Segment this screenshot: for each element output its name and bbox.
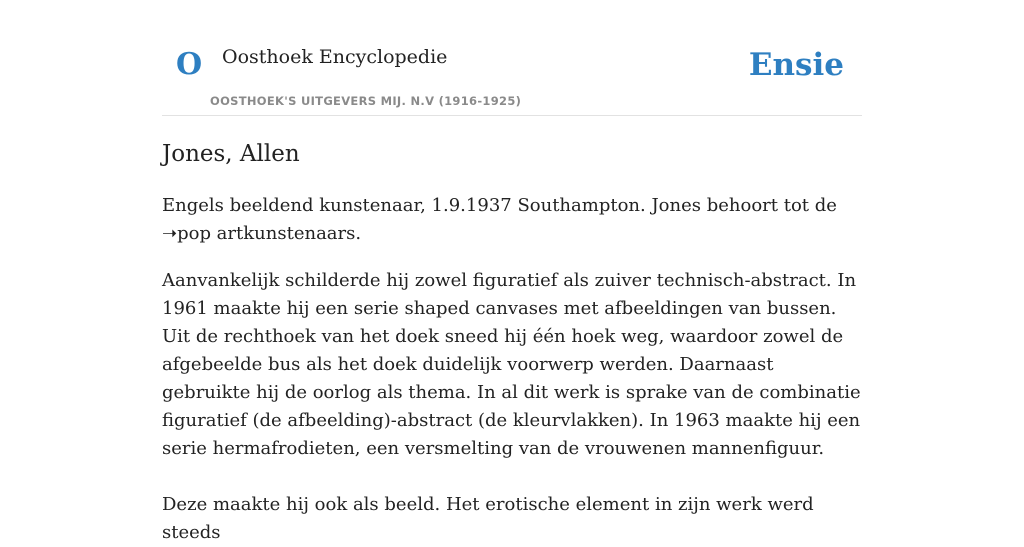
site-logo[interactable]: O [176, 47, 203, 82]
entry-paragraph-1 [162, 192, 862, 248]
brand-link[interactable]: Ensie [748, 47, 844, 83]
entry-title: Jones, Allen [162, 141, 300, 167]
publisher-label: OOSTHOEK'S UITGEVERS MIJ. N.V (1916-1925) [210, 94, 522, 108]
cross-reference-link[interactable]: ➝pop artkunstenaars [162, 222, 356, 244]
site-title[interactable]: Oosthoek Encyclopedie [222, 46, 448, 68]
page [162, 0, 862, 547]
entry-paragraph-2: Aanvankelijk schilderde hij zowel figuratief als zuiver technisch-abstract. In 1961 maakte hij een serie shaped canvases met afbeeldingen van bussen. Uit de rechthoek van het doek sneed hij één hoek weg, waardoor zowel de afgebeelde bus als het doek duidelijk voorwerp werden. Daarnaast gebruikte hij de oorlog als thema. In al dit werk is sprake van de combinatie figuratief (de afbeelding)-abstract (de kleurvlakken). In 1963 maakte hij een serie hermafrodieten, een versmelting van de vrouwenen mannenfiguur. [162, 269, 861, 459]
site-header [162, 0, 862, 116]
paragraph-text: . [355, 222, 362, 244]
paragraph-text: Engels beeldend kunstenaar, 1.9.1937 Southampton. Jones behoort tot de [162, 194, 837, 216]
entry-paragraph-3: Deze maakte hij ook als beeld. Het erotische element in zijn werk werd steeds [162, 493, 814, 543]
